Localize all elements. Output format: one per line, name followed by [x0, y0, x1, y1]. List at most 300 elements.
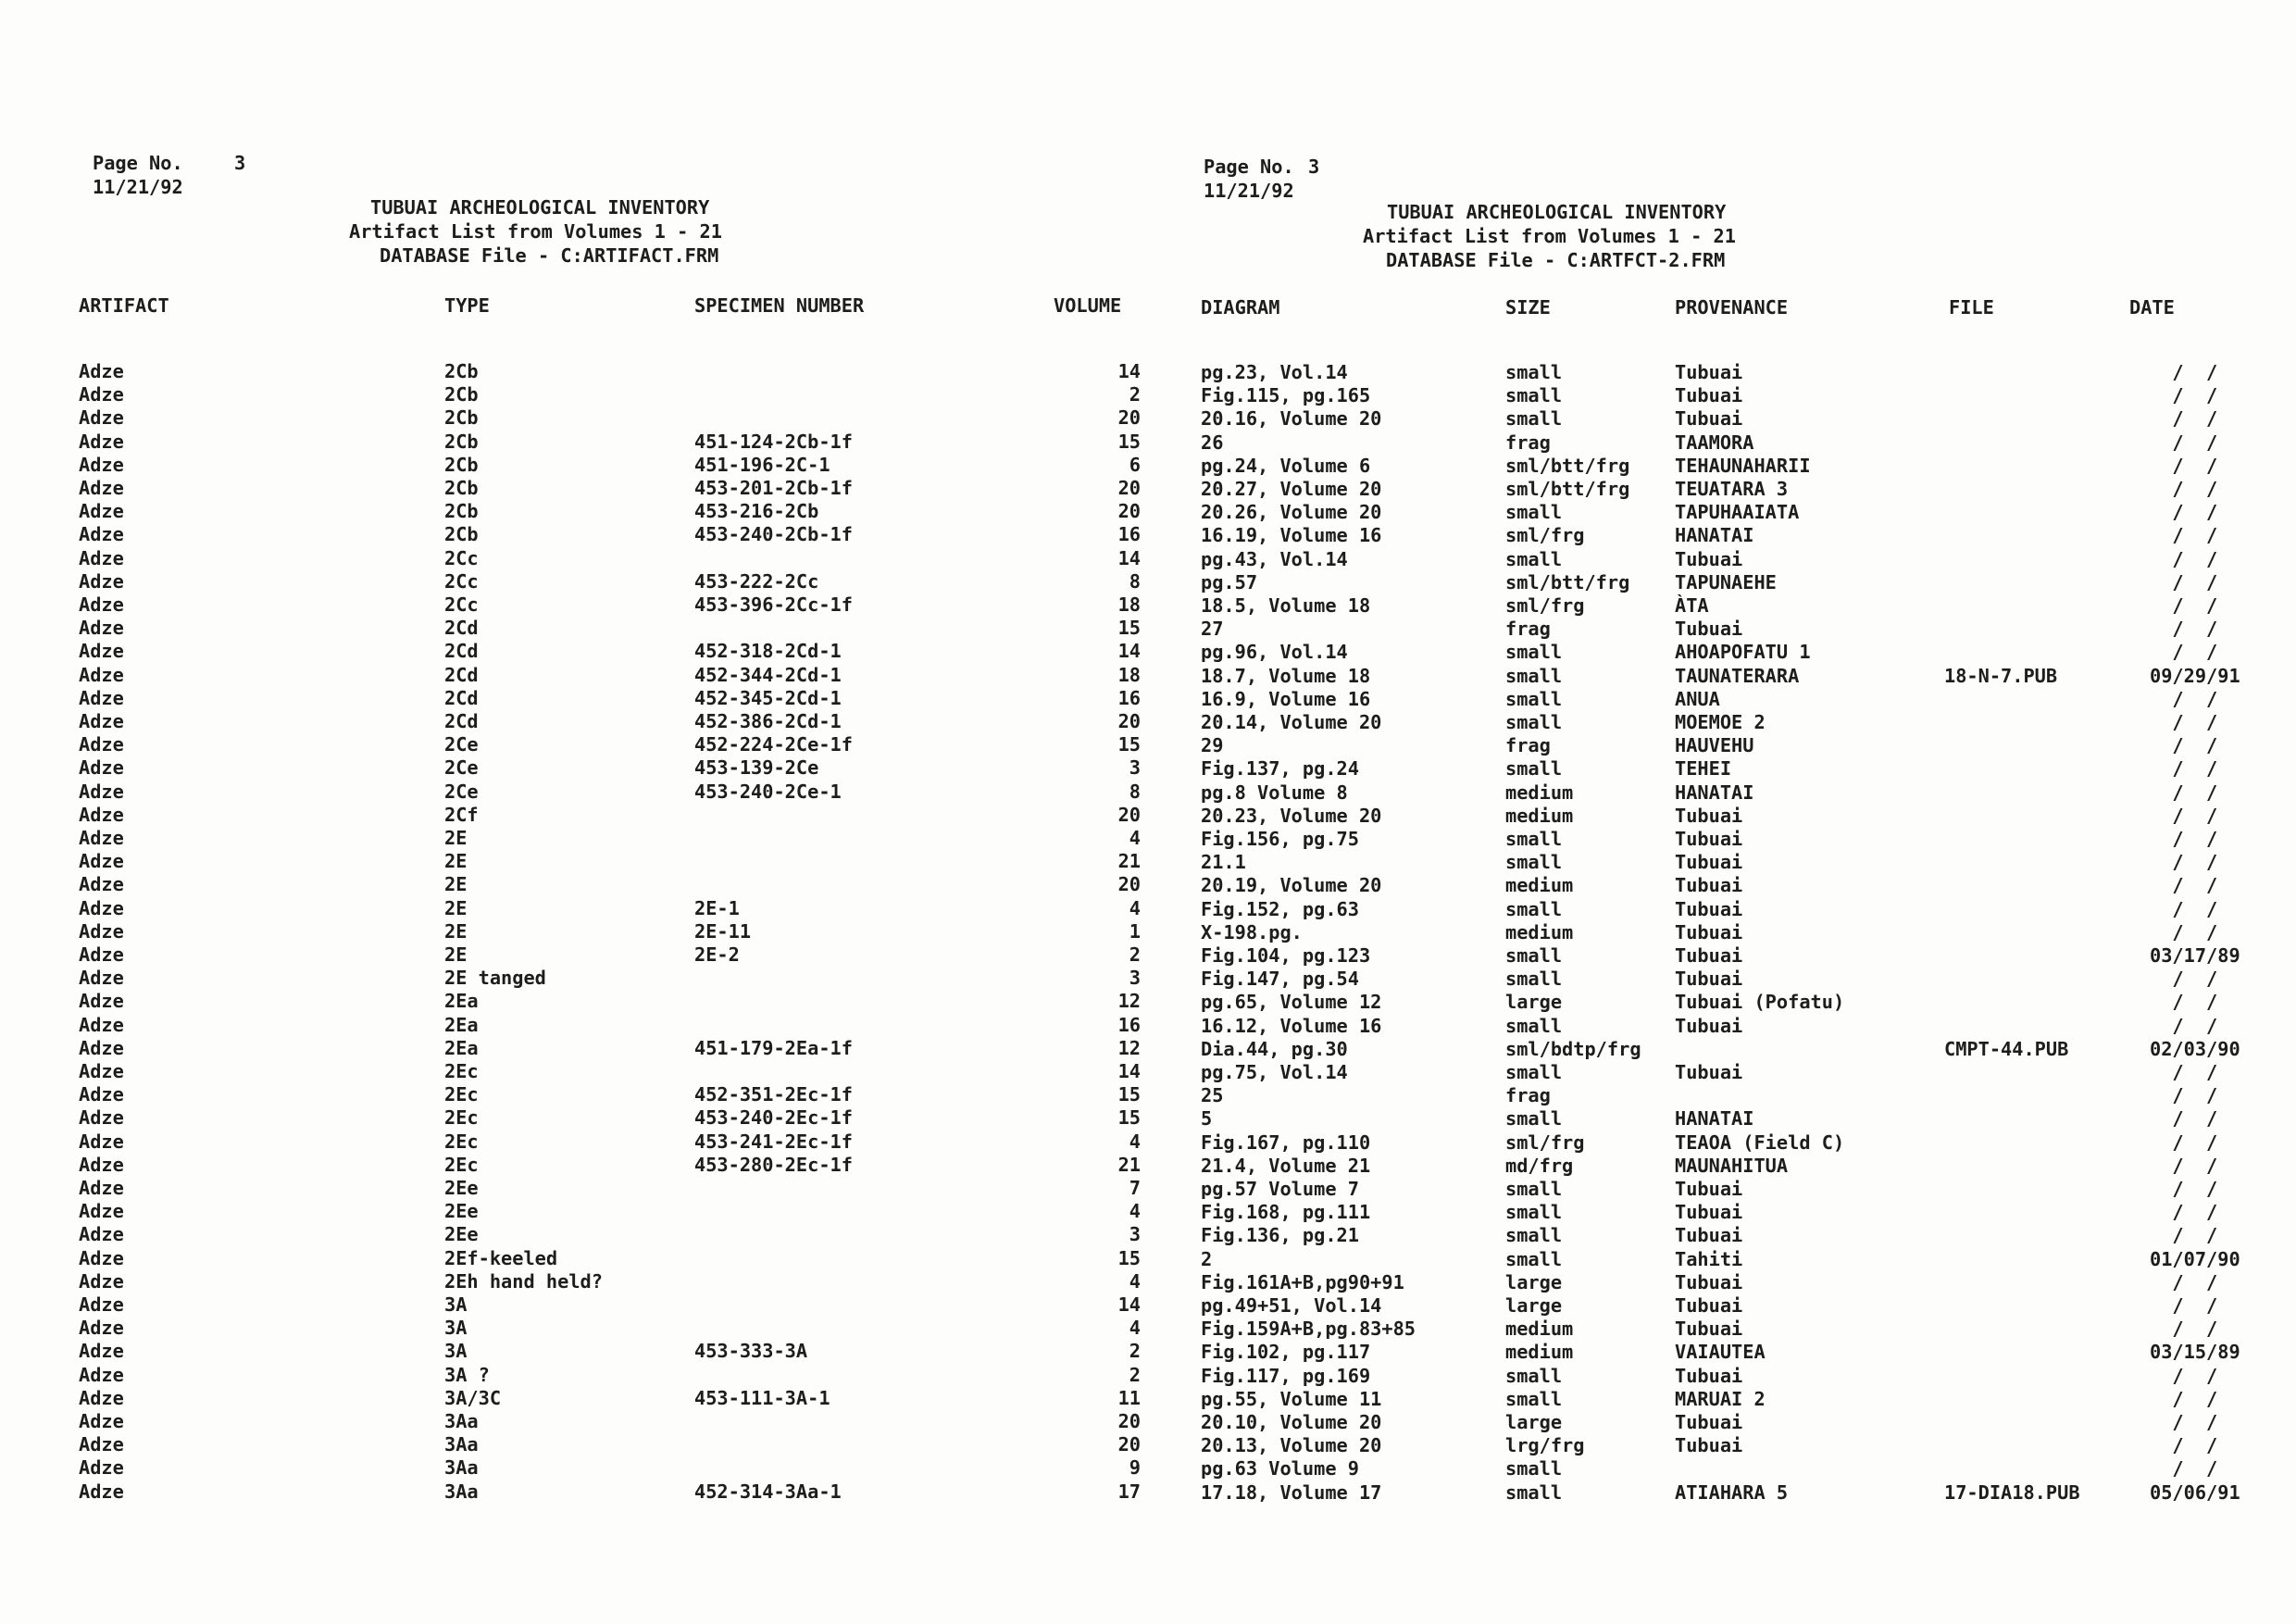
cell-date: / / [2150, 547, 2218, 570]
cell-date: / / [2150, 1387, 2218, 1410]
cell-date: / / [2150, 920, 2218, 943]
cell-type: 3A/3C [444, 1386, 502, 1409]
cell-artifact: Adze [79, 1340, 124, 1363]
cell-size: large [1505, 1294, 1563, 1317]
cell-size: sml/frg [1505, 594, 1585, 617]
cell-provenance: Tubuai [1675, 968, 1743, 991]
cell-provenance: ANUA [1675, 687, 1720, 710]
column-header-size: SIZE [1505, 296, 1551, 319]
cell-diagram: 21.1 [1201, 851, 1246, 874]
cell-artifact: Adze [79, 1480, 124, 1503]
cell-date: / / [2150, 1084, 2218, 1107]
cell-provenance: Tubuai [1675, 1411, 1743, 1433]
cell-diagram: 20.16, Volume 20 [1201, 407, 1382, 431]
cell-size: small [1505, 1387, 1563, 1410]
cell-provenance: Tubuai [1675, 1201, 1743, 1224]
cell-date: / / [2150, 897, 2218, 920]
page-no-label: Page No. [93, 152, 183, 174]
cell-provenance: Tubuai [1675, 828, 1743, 850]
cell-artifact: Adze [79, 569, 124, 593]
cell-type: 3A [444, 1340, 468, 1363]
cell-specimen-number: 452-224-2Ce-1f [694, 733, 853, 756]
table-row [0, 1106, 2296, 1133]
cell-size: small [1505, 1457, 1563, 1480]
cell-provenance: Tubuai [1675, 1224, 1743, 1247]
cell-specimen-number: 453-240-2Ec-1f [694, 1106, 853, 1130]
cell-date: / / [2150, 851, 2218, 874]
cell-provenance: Tubuai [1675, 1434, 1743, 1457]
cell-type: 2Ee [444, 1177, 479, 1199]
cell-volume: 14 [1117, 546, 1141, 569]
cell-type: 2Cb [444, 453, 479, 476]
cell-date: / / [2150, 1294, 2218, 1317]
cell-specimen-number: 2E-1 [694, 896, 740, 919]
cell-type: 2Cb [444, 430, 479, 453]
cell-type: 2Eh hand held? [444, 1269, 603, 1293]
cell-artifact: Adze [79, 1060, 124, 1082]
cell-diagram: pg.8 Volume 8 [1201, 781, 1348, 804]
cell-artifact: Adze [79, 500, 124, 523]
cell-artifact: Adze [79, 1269, 124, 1293]
cell-type: 2Cd [444, 686, 479, 709]
cell-type: 2Ee [444, 1223, 479, 1246]
cell-date: / / [2150, 1364, 2218, 1387]
cell-type: 3Aa [444, 1433, 479, 1456]
cell-date: / / [2150, 1224, 2218, 1247]
cell-volume: 2 [1129, 383, 1141, 406]
table-row [0, 1013, 2296, 1041]
cell-size: sml/btt/frg [1505, 478, 1630, 500]
cell-specimen-number: 452-318-2Cd-1 [694, 640, 842, 663]
cell-provenance: Tubuai [1675, 547, 1743, 570]
cell-volume: 8 [1129, 569, 1141, 593]
print-date: 11/21/92 [1204, 180, 1294, 202]
column-header-artifact: ARTIFACT [79, 294, 169, 317]
cell-date: / / [2150, 454, 2218, 477]
cell-provenance: Tubuai [1675, 384, 1743, 407]
cell-diagram: 2 [1201, 1247, 1213, 1270]
cell-specimen-number: 453-396-2Cc-1f [694, 593, 853, 616]
cell-type: 2Ec [444, 1060, 479, 1082]
cell-date: 03/17/89 [2150, 944, 2240, 967]
cell-volume: 4 [1129, 1130, 1141, 1153]
cell-provenance: TAPUHAAIATA [1675, 501, 1800, 524]
cell-date: / / [2150, 1014, 2218, 1037]
cell-date: / / [2150, 1270, 2218, 1293]
table-row [0, 569, 2296, 597]
cell-volume: 6 [1129, 453, 1141, 476]
cell-volume: 20 [1117, 477, 1141, 499]
cell-provenance: MAUNAHITUA [1675, 1154, 1789, 1177]
cell-size: frag [1505, 1084, 1551, 1107]
cell-diagram: pg.24, Volume 6 [1201, 454, 1371, 477]
table-row [0, 733, 2296, 760]
cell-diagram: pg.49+51, Vol.14 [1201, 1294, 1382, 1317]
cell-volume: 2 [1129, 1340, 1141, 1363]
cell-volume: 2 [1129, 943, 1141, 966]
cell-artifact: Adze [79, 1293, 124, 1316]
cell-date: / / [2150, 1107, 2218, 1131]
cell-provenance: Tubuai [1675, 804, 1743, 827]
cell-diagram: 20.27, Volume 20 [1201, 478, 1382, 500]
cell-type: 2Cd [444, 617, 479, 640]
cell-volume: 15 [1117, 1083, 1141, 1106]
cell-size: small [1505, 711, 1563, 733]
cell-volume: 9 [1129, 1456, 1141, 1480]
cell-diagram: Fig.136, pg.21 [1201, 1224, 1359, 1247]
cell-provenance: Tubuai [1675, 874, 1743, 897]
cell-size: small [1505, 1364, 1563, 1387]
cell-volume: 15 [1117, 430, 1141, 453]
cell-diagram: 20.19, Volume 20 [1201, 874, 1382, 897]
cell-diagram: Fig.115, pg.165 [1201, 384, 1371, 407]
cell-provenance: Tubuai [1675, 920, 1743, 943]
cell-type: 2E [444, 919, 468, 943]
cell-date: / / [2150, 594, 2218, 617]
cell-type: 2Cb [444, 360, 479, 382]
cell-diagram: 16.19, Volume 16 [1201, 524, 1382, 547]
cell-provenance: TAPUNAEHE [1675, 570, 1777, 593]
cell-volume: 4 [1129, 1200, 1141, 1223]
cell-artifact: Adze [79, 593, 124, 616]
cell-provenance: Tubuai [1675, 1318, 1743, 1341]
cell-provenance: ATIAHARA 5 [1675, 1480, 1789, 1504]
cell-size: sml/frg [1505, 1131, 1585, 1154]
table-row [0, 663, 2296, 691]
cell-size: small [1505, 664, 1563, 687]
table-row [0, 546, 2296, 574]
cell-volume: 11 [1117, 1386, 1141, 1409]
cell-date: / / [2150, 1457, 2218, 1480]
cell-date: / / [2150, 1318, 2218, 1341]
table-row [0, 593, 2296, 620]
cell-size: large [1505, 991, 1563, 1014]
table-row [0, 383, 2296, 410]
report-title: TUBUAI ARCHEOLOGICAL INVENTORY [370, 196, 710, 219]
cell-type: 2Cb [444, 523, 479, 546]
cell-type: 2Cd [444, 663, 479, 686]
cell-artifact: Adze [79, 780, 124, 803]
cell-volume: 21 [1117, 850, 1141, 873]
table-row [0, 873, 2296, 900]
cell-diagram: Fig.161A+B,pg90+91 [1201, 1270, 1404, 1293]
cell-type: 2E [444, 873, 468, 896]
column-header-date: DATE [2129, 296, 2175, 319]
cell-provenance: Tubuai [1675, 1294, 1743, 1317]
cell-specimen-number: 451-196-2C-1 [694, 453, 830, 476]
page-no-value: 3 [234, 152, 246, 174]
cell-provenance: TAAMORA [1675, 431, 1754, 454]
cell-date: / / [2150, 1154, 2218, 1177]
cell-date: / / [2150, 687, 2218, 710]
cell-date: / / [2150, 1411, 2218, 1433]
table-row [0, 477, 2296, 504]
cell-size: small [1505, 407, 1563, 431]
report-database-file: DATABASE File - C:ARTIFACT.FRM [380, 244, 719, 267]
table-row [0, 1153, 2296, 1181]
cell-date: / / [2150, 968, 2218, 991]
cell-provenance: HANATAI [1675, 524, 1754, 547]
cell-provenance: HAUVEHU [1675, 734, 1754, 757]
cell-diagram: 20.10, Volume 20 [1201, 1411, 1382, 1433]
cell-volume: 20 [1117, 406, 1141, 430]
cell-artifact: Adze [79, 1433, 124, 1456]
table-row [0, 1363, 2296, 1391]
cell-provenance: MOEMOE 2 [1675, 711, 1766, 733]
table-row [0, 1083, 2296, 1110]
table-row [0, 896, 2296, 924]
cell-volume: 3 [1129, 756, 1141, 780]
cell-artifact: Adze [79, 1177, 124, 1199]
cell-type: 2Ce [444, 756, 479, 780]
cell-provenance: TEHAUNAHARII [1675, 454, 1811, 477]
cell-diagram: pg.23, Vol.14 [1201, 361, 1348, 383]
cell-volume: 15 [1117, 617, 1141, 640]
cell-specimen-number: 453-201-2Cb-1f [694, 477, 853, 499]
cell-specimen-number: 2E-11 [694, 919, 752, 943]
cell-diagram: Dia.44, pg.30 [1201, 1037, 1348, 1060]
column-header-type: TYPE [444, 294, 490, 317]
report-subtitle: Artifact List from Volumes 1 - 21 [349, 220, 722, 243]
cell-volume: 14 [1117, 1060, 1141, 1082]
cell-artifact: Adze [79, 453, 124, 476]
cell-diagram: Fig.168, pg.111 [1201, 1201, 1371, 1224]
cell-artifact: Adze [79, 546, 124, 569]
cell-artifact: Adze [79, 383, 124, 406]
cell-file: 18-N-7.PUB [1944, 664, 2058, 687]
cell-size: small [1505, 1061, 1563, 1083]
cell-size: small [1505, 361, 1563, 383]
cell-diagram: 20.14, Volume 20 [1201, 711, 1382, 733]
column-header-specimen-number: SPECIMEN NUMBER [694, 294, 865, 317]
cell-artifact: Adze [79, 919, 124, 943]
cell-artifact: Adze [79, 733, 124, 756]
cell-volume: 18 [1117, 663, 1141, 686]
cell-artifact: Adze [79, 663, 124, 686]
cell-provenance: Tubuai [1675, 897, 1743, 920]
cell-type: 2Ec [444, 1106, 479, 1130]
cell-volume: 15 [1117, 1106, 1141, 1130]
cell-date: / / [2150, 361, 2218, 383]
cell-specimen-number: 452-314-3Aa-1 [694, 1480, 842, 1503]
cell-provenance: ÀTA [1675, 594, 1709, 617]
cell-size: small [1505, 1201, 1563, 1224]
table-row [0, 756, 2296, 783]
table-row [0, 990, 2296, 1017]
cell-provenance: HANATAI [1675, 1107, 1754, 1131]
cell-volume: 4 [1129, 896, 1141, 919]
column-header-volume: VOLUME [1054, 294, 1122, 317]
table-row [0, 1386, 2296, 1414]
cell-volume: 20 [1117, 500, 1141, 523]
cell-specimen-number: 451-124-2Cb-1f [694, 430, 853, 453]
cell-size: sml/btt/frg [1505, 570, 1630, 593]
cell-size: small [1505, 1014, 1563, 1037]
cell-artifact: Adze [79, 640, 124, 663]
table-row [0, 969, 2296, 993]
cell-artifact: Adze [79, 360, 124, 382]
cell-volume: 14 [1117, 1293, 1141, 1316]
table-row [0, 1223, 2296, 1250]
cell-volume: 20 [1117, 803, 1141, 826]
cell-diagram: 20.23, Volume 20 [1201, 804, 1382, 827]
table-row [0, 919, 2296, 947]
cell-diagram: 16.12, Volume 16 [1201, 1014, 1382, 1037]
cell-size: sml/frg [1505, 524, 1585, 547]
cell-artifact: Adze [79, 1386, 124, 1409]
cell-volume: 18 [1117, 593, 1141, 616]
cell-artifact: Adze [79, 1013, 124, 1036]
cell-date: / / [2150, 1178, 2218, 1200]
cell-diagram: pg.96, Vol.14 [1201, 641, 1348, 664]
cell-type: 2Ea [444, 1036, 479, 1059]
cell-volume: 2 [1129, 1363, 1141, 1386]
cell-specimen-number: 453-222-2Cc [694, 569, 819, 593]
cell-volume: 16 [1117, 686, 1141, 709]
cell-volume: 16 [1117, 1013, 1141, 1036]
cell-provenance: TEHEI [1675, 757, 1732, 781]
cell-volume: 4 [1129, 1317, 1141, 1340]
cell-specimen-number: 2E-2 [694, 943, 740, 966]
cell-type: 2Cf [444, 803, 479, 826]
cell-size: medium [1505, 874, 1574, 897]
table-row [0, 1293, 2296, 1320]
cell-artifact: Adze [79, 430, 124, 453]
cell-diagram: Fig.152, pg.63 [1201, 897, 1359, 920]
cell-date: 09/29/91 [2150, 664, 2240, 687]
cell-volume: 14 [1117, 640, 1141, 663]
cell-size: sml/btt/frg [1505, 454, 1630, 477]
cell-artifact: Adze [79, 406, 124, 430]
cell-diagram: 18.5, Volume 18 [1201, 594, 1371, 617]
cell-size: small [1505, 641, 1563, 664]
cell-type: 2Ce [444, 733, 479, 756]
cell-specimen-number: 452-386-2Cd-1 [694, 710, 842, 732]
cell-type: 3A ? [444, 1363, 490, 1386]
cell-artifact: Adze [79, 756, 124, 780]
cell-type: 2Ea [444, 990, 479, 1013]
cell-volume: 12 [1117, 990, 1141, 1013]
cell-size: small [1505, 1247, 1563, 1270]
cell-size: large [1505, 1270, 1563, 1293]
table-row [0, 430, 2296, 457]
cell-size: small [1505, 897, 1563, 920]
cell-size: medium [1505, 781, 1574, 804]
table-row [0, 453, 2296, 481]
table-row [0, 1036, 2296, 1064]
cell-size: large [1505, 1411, 1563, 1433]
table-row [0, 827, 2296, 854]
cell-artifact: Adze [79, 873, 124, 896]
cell-artifact: Adze [79, 1317, 124, 1340]
cell-artifact: Adze [79, 827, 124, 849]
cell-type: 2Ec [444, 1130, 479, 1153]
cell-artifact: Adze [79, 1363, 124, 1386]
cell-date: / / [2150, 478, 2218, 500]
cell-volume: 20 [1117, 873, 1141, 896]
cell-volume: 16 [1117, 523, 1141, 546]
column-header-diagram: DIAGRAM [1201, 296, 1280, 319]
cell-specimen-number: 453-216-2Cb [694, 500, 819, 523]
cell-diagram: pg.75, Vol.14 [1201, 1061, 1348, 1083]
cell-volume: 3 [1129, 1223, 1141, 1246]
cell-date: / / [2150, 618, 2218, 641]
cell-volume: 20 [1117, 710, 1141, 732]
cell-type: 2Cc [444, 569, 479, 593]
cell-artifact: Adze [79, 1036, 124, 1059]
table-row [0, 1340, 2296, 1367]
cell-size: small [1505, 851, 1563, 874]
column-header-file: FILE [1949, 296, 1994, 319]
cell-size: small [1505, 828, 1563, 850]
cell-size: small [1505, 1107, 1563, 1131]
table-row [0, 1456, 2296, 1483]
page-no-value: 3 [1308, 156, 1320, 178]
cell-volume: 15 [1117, 1246, 1141, 1269]
cell-specimen-number: 453-139-2Ce [694, 756, 819, 780]
cell-size: small [1505, 384, 1563, 407]
cell-size: small [1505, 1480, 1563, 1504]
cell-diagram: Fig.104, pg.123 [1201, 944, 1371, 967]
cell-provenance: TEAOA (Field C) [1675, 1131, 1845, 1154]
cell-diagram: Fig.137, pg.24 [1201, 757, 1359, 781]
cell-diagram: Fig.159A+B,pg.83+85 [1201, 1318, 1416, 1341]
report-subtitle: Artifact List from Volumes 1 - 21 [1363, 225, 1736, 247]
cell-size: small [1505, 1224, 1563, 1247]
cell-type: 2E [444, 827, 468, 849]
cell-artifact: Adze [79, 943, 124, 966]
cell-diagram: pg.55, Volume 11 [1201, 1387, 1382, 1410]
report-database-file: DATABASE File - C:ARTFCT-2.FRM [1386, 249, 1726, 271]
cell-size: small [1505, 968, 1563, 991]
cell-size: sml/bdtp/frg [1505, 1037, 1641, 1060]
cell-artifact: Adze [79, 1200, 124, 1223]
cell-type: 2Cc [444, 546, 479, 569]
cell-type: 2Cd [444, 710, 479, 732]
cell-size: small [1505, 944, 1563, 967]
cell-date: / / [2150, 804, 2218, 827]
cell-specimen-number: 451-179-2Ea-1f [694, 1036, 853, 1059]
cell-size: small [1505, 501, 1563, 524]
page-no-label: Page No. [1204, 156, 1294, 178]
cell-diagram: 26 [1201, 431, 1224, 454]
cell-volume: 4 [1129, 1269, 1141, 1293]
cell-specimen-number: 453-241-2Ec-1f [694, 1130, 853, 1153]
table-row [0, 1410, 2296, 1437]
cell-provenance: Tubuai [1675, 851, 1743, 874]
table-row [0, 686, 2296, 714]
cell-date: / / [2150, 781, 2218, 804]
table-row [0, 850, 2296, 877]
cell-diagram: pg.65, Volume 12 [1201, 991, 1382, 1014]
table-row [0, 619, 2296, 643]
cell-diagram: Fig.102, pg.117 [1201, 1341, 1371, 1364]
cell-diagram: 20.26, Volume 20 [1201, 501, 1382, 524]
cell-date: / / [2150, 431, 2218, 454]
cell-volume: 3 [1129, 967, 1141, 990]
cell-date: / / [2150, 828, 2218, 850]
cell-diagram: 5 [1201, 1107, 1213, 1131]
cell-volume: 8 [1129, 780, 1141, 803]
table-row [0, 803, 2296, 831]
cell-date: / / [2150, 874, 2218, 897]
cell-specimen-number: 453-111-3A-1 [694, 1386, 830, 1409]
cell-diagram: 29 [1201, 734, 1224, 757]
cell-provenance: Tubuai [1675, 944, 1743, 967]
cell-artifact: Adze [79, 477, 124, 499]
cell-size: small [1505, 687, 1563, 710]
table-row [0, 640, 2296, 667]
